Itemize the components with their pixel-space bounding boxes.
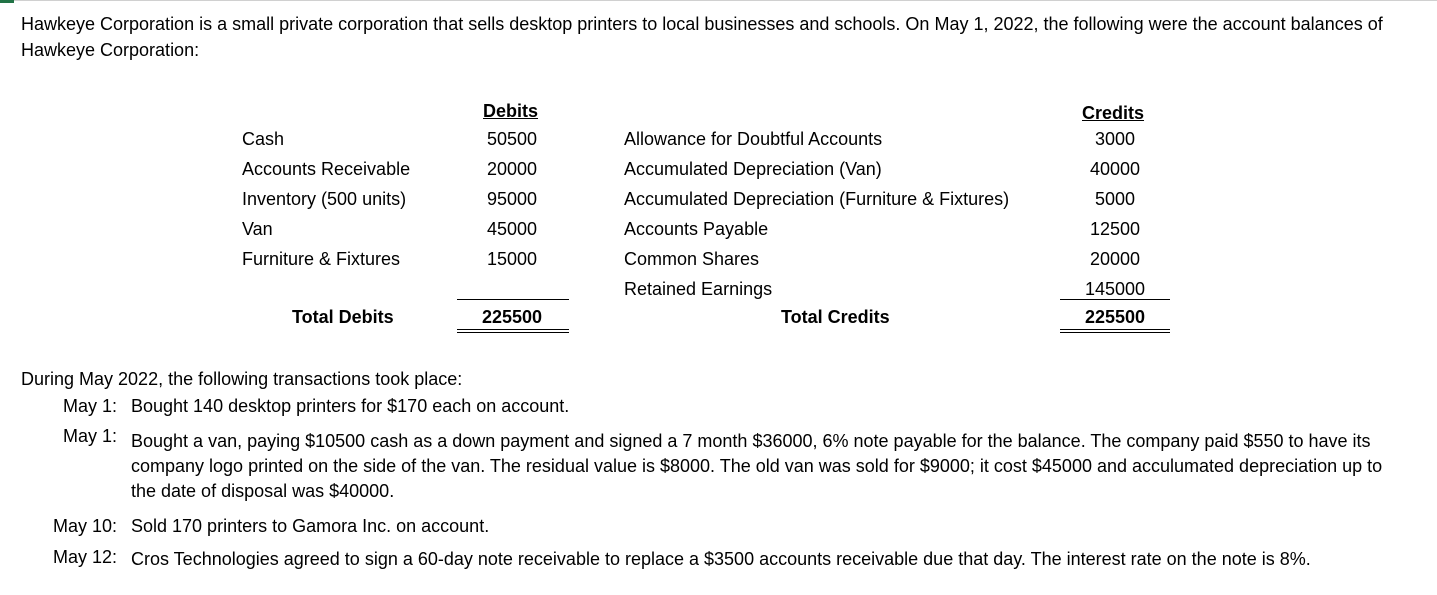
total-debits-label: Total Debits	[292, 307, 394, 327]
credit-amount: 5000	[1094, 189, 1136, 209]
debit-account-name: Inventory (500 units)	[242, 189, 407, 209]
credit-amount: 145000	[1084, 279, 1146, 299]
credit-amount: 3000	[1094, 129, 1136, 149]
debit-amount: 95000	[486, 189, 538, 209]
total-credits-label: Total Credits	[781, 307, 890, 327]
total-debits-value: 225500	[481, 307, 543, 327]
debit-amount: 20000	[486, 159, 538, 179]
transaction-date: May 1:	[63, 396, 118, 416]
debit-account-name: Van	[242, 219, 273, 239]
credit-amount: 40000	[1089, 159, 1141, 179]
debit-amount: 50500	[486, 129, 538, 149]
transaction-text: Sold 170 printers to Gamora Inc. on account.	[131, 516, 490, 536]
credit-account-name: Accounts Payable	[624, 219, 769, 239]
transactions-intro: During May 2022, the following transactions took place:	[21, 369, 463, 389]
active-cell-marker	[0, 0, 14, 3]
credit-account-name: Accumulated Depreciation (Van)	[624, 159, 882, 179]
debit-account-name: Furniture & Fixtures	[242, 249, 401, 269]
debit-account-name: Accounts Receivable	[242, 159, 411, 179]
transaction-date: May 1:	[63, 426, 118, 446]
credit-account-name: Allowance for Doubtful Accounts	[624, 129, 883, 149]
credits-total-double-rule-top	[1060, 329, 1170, 330]
credit-account-name: Retained Earnings	[624, 279, 773, 299]
debit-account-name: Cash	[242, 129, 285, 149]
debits-subtotal-rule	[457, 299, 569, 300]
transaction-text: Cros Technologies agreed to sign a 60-day note receivable to replace a $3500 accounts receivable due that day. The interest rate on the note is 8%.	[131, 549, 1311, 569]
transaction-text: Bought 140 desktop printers for $170 each on account.	[131, 396, 570, 416]
credit-amount: 20000	[1089, 249, 1141, 269]
credits-subtotal-rule	[1060, 299, 1170, 300]
credits-total-double-rule-bottom	[1060, 332, 1170, 333]
credit-account-name: Common Shares	[624, 249, 760, 269]
transaction-text: Bought a van, paying $10500 cash as a down payment and signed a 7 month $36000, 6% note payable for the balance. The company paid $550 to have its company logo printed on the side of the van. The residual value is $8000. The old van was sold for $9000; it cost $45000 and acculumated depreciation up to the date of disposal was $40000.	[131, 431, 1383, 501]
sheet-top-border	[0, 0, 1437, 1]
transaction-date: May 12:	[53, 547, 118, 567]
debits-total-double-rule-top	[457, 329, 569, 330]
credit-amount: 12500	[1089, 219, 1141, 239]
intro-paragraph: Hawkeye Corporation is a small private corporation that sells desktop printers to local businesses and schools. On May 1, 2022, the following were the account balances of Hawkeye Corporation:	[21, 14, 1383, 60]
debits-header: Debits	[483, 101, 539, 121]
debits-total-double-rule-bottom	[457, 332, 569, 333]
debit-amount: 15000	[486, 249, 538, 269]
credit-account-name: Accumulated Depreciation (Furniture & Fixtures)	[624, 189, 1010, 209]
debit-amount: 45000	[486, 219, 538, 239]
transaction-date: May 10:	[53, 516, 118, 536]
total-credits-value: 225500	[1084, 307, 1146, 327]
credits-header: Credits	[1082, 103, 1145, 123]
